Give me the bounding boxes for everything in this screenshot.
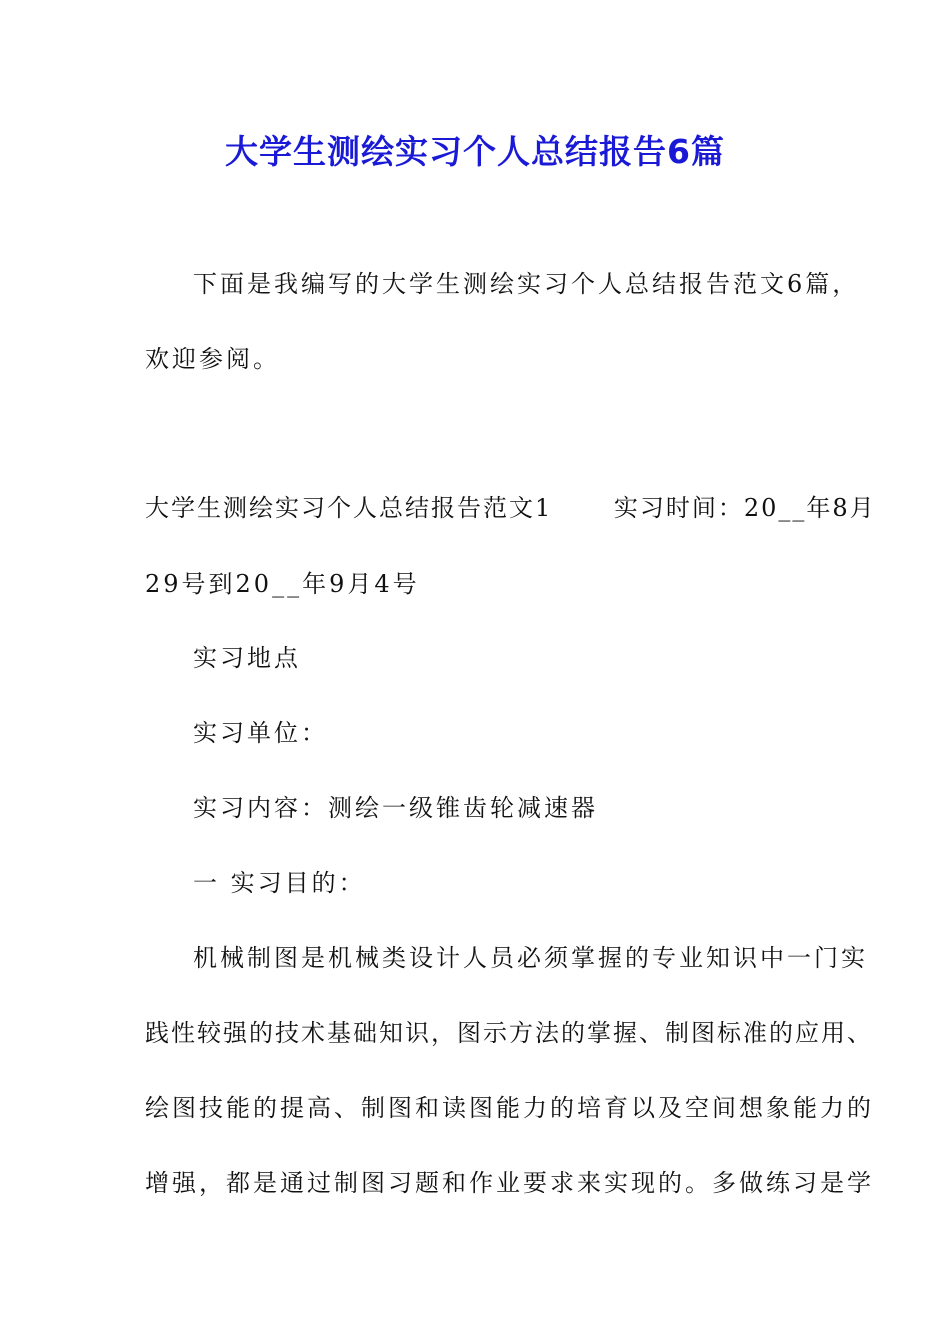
paragraph-line-3: 绘图技能的提高、制图和读图能力的培育以及空间想象能力的 [145,1094,874,1122]
intro-line-1: 下面是我编写的大学生测绘实习个人总结报告范文6篇， [193,270,860,298]
intro-line-2: 欢迎参阅。 [145,345,280,373]
internship-purpose-heading: 一 实习目的： [193,869,366,897]
paragraph-line-2: 践性较强的技术基础知识，图示方法的掌握、制图标准的应用、 [145,1019,873,1047]
internship-unit: 实习单位： [193,719,328,747]
internship-time-line: 29号到20__年9月4号 [145,570,420,598]
paragraph-line-4: 增强，都是通过制图习题和作业要求来实现的。多做练习是学 [145,1169,874,1197]
internship-location: 实习地点 [193,644,301,672]
section-heading-line: 大学生测绘实习个人总结报告范文1 实习时间：20__年8月 [145,494,876,522]
document-title: 大学生测绘实习个人总结报告6篇 [225,132,725,171]
internship-content: 实习内容：测绘一级锥齿轮减速器 [193,794,598,822]
paragraph-line-1: 机械制图是机械类设计人员必须掌握的专业知识中一门实 [193,944,868,972]
